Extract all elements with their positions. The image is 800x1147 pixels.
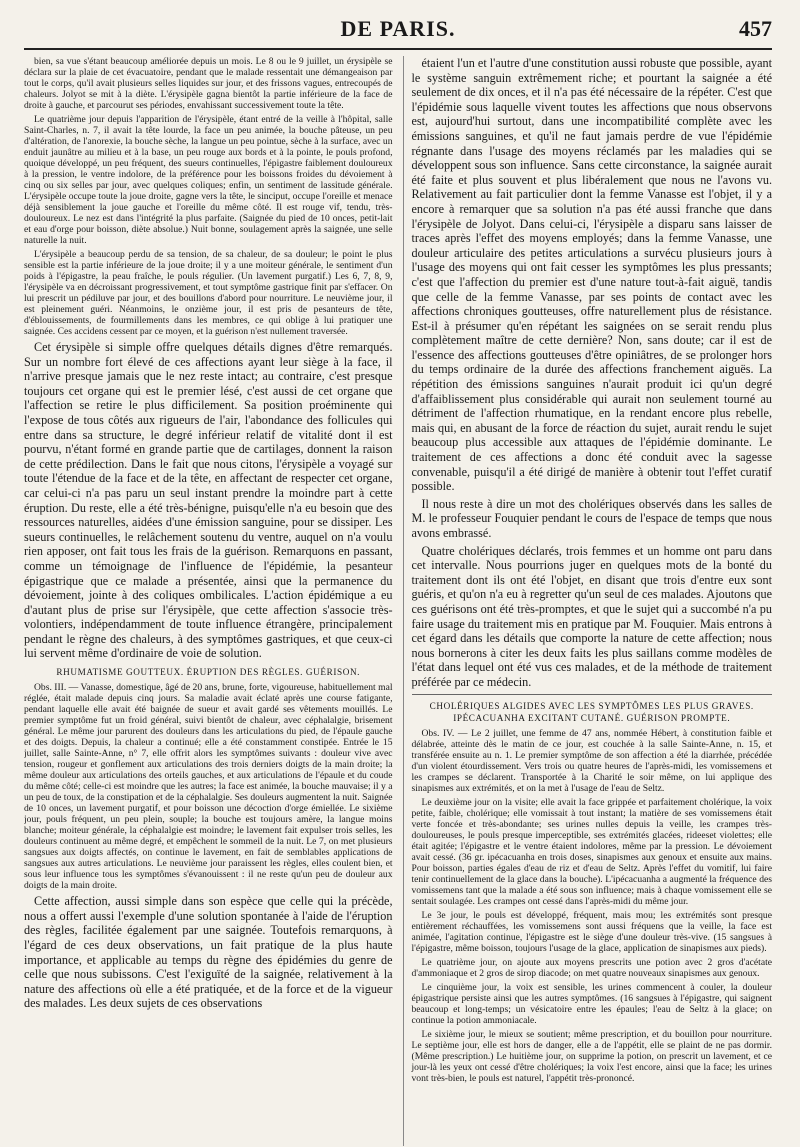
page-number: 457 <box>739 16 772 41</box>
right-column <box>403 56 773 1146</box>
paragraph: Obs. III. — Vanasse, domestique, âgé de 20 ans, brune, forte, vigoureuse, habituellement mal réglée, était malade depuis cinq jours. Sa maladie avait éclaté après une course fatigante, pendant laquelle elle avait été baignée de sueur et avait gardé ses vêtements mouillés. Le premier symptôme fut un froid général, suivi bientôt de chaleur, avec céphalalgie, brisement général. Le même jour parurent des douleurs dans les articulations du pied, de l'épaule gauche et des doigts. Depuis, la chaleur a continué; elle a été constamment constipée. Entrée le 15 juillet, salle Sainte-Anne, n° 7, elle offrit alors les symptômes suivants : douleur vive avec tension, rougeur et gonflement aux articulations des trois derniers doigts de la main droite; la même douleur aux articulations des orteils gauches, et aux articulations de l'épaule et du coude du même côté; celle-ci est moindre que les autres; la face est animée, la bouche mauvaise; il y a un peu de toux, de la constipation et de la céphalalgie. Ses douleurs augmentent la nuit. Saignée de 10 onces, un lavement purgatif, et pour boisson une décoction d'orge émiellée. Le sixième jour, pouls fréquent, un peu plein, souple; la bouche est toujours amère, la langue moins blanche; moiteur générale, la céphalalgie est moindre; le lavement fait expulser trois selles, les douleurs continuent au même degré, et empêchent le sommeil de la nuit. Le 7, on met plusieurs sangsues aux doigts affectés, on continue le lavement, en fait de semblables applications de sangsues aux autres articulations. Le neuvième jour paraissent les règles, elles coulent bien, et sous leur influence tous les symptômes s'évanouissent : il ne reste qu'un peu de douleur aux doigts de la main droite. <box>24 682 393 892</box>
paragraph: Il nous reste à dire un mot des cholériques observés dans les salles de M. le professeur Fouquier pendant le cours de l'espace de temps que nous avons embrassé. <box>411 496 772 540</box>
running-title: DE PARIS. <box>340 16 456 41</box>
paragraph: Le 3e jour, le pouls est développé, fréquent, mais mou; les extrémités sont presque entièrement réchauffées, les vomissemens sont aussi fréquens que la veille, la face est animée, l'agitation continue, l'épigastre est le siège d'une douleur très-vive. (15 sangsues à l'épigastre, même boisson, toujours l'usage de la glace, application de sinapismes aux pieds). <box>411 909 772 954</box>
paragraph: L'érysipèle a beaucoup perdu de sa tension, de sa chaleur, de sa douleur; le point le plus sensible est la partie inférieure de la joue droite; il y a une moiteur générale, le sentiment d'un poids à l'épigastre, la peau fraîche, le pouls régulier. (Un lavement purgatif.) Les 6, 7, 8, 9, l'érysipèle va en décroissant progressivement, et tout symptôme gastrique finit par s'effacer. On lui prescrit un pédiluve par jour, et des bouillons d'abord pour nourriture. Le neuvième jour, il est pleinement guéri. Néanmoins, le onzième jour, il est pris de pesanteurs de tête, d'éblouissements, de fourmillements dans les membres, ce qui oblige à lui pratiquer une saignée. Ces accidens cessent par ce moyen, et la guérison n'est nullement traversée. <box>24 249 393 337</box>
paragraph: Le cinquième jour, la voix est sensible, les urines commencent à couler, la douleur épigastrique persiste ainsi que les autres symptômes. (16 sangsues à l'épigastre, qui saignent beaucoup et long-temps; un vésicatoire entre les épaules; l'eau de Seltz à la glace; on continue la potion ammoniacale. <box>411 981 772 1026</box>
paragraph: Cet érysipèle si simple offre quelques détails dignes d'être remarqués. Sur un nombre fort élevé de ces affections ayant leur siège à la face, il n'arrive presque jamais que le nez reste intact; au contraire, c'est presque toujours cet organe qui est le premier lésé, c'est aussi de cet organe que l'affection se retire le plus difficilement. Sa position proéminente qui l'expose de tous côtés aux rigueurs de l'air, l'abondance des follicules qui entre dans sa structure, le degré inférieur relatif de vitalité dont il est pourvu, n'étant formé en grande partie que de cartilages, donnent la raison de cette prédilection. Dans le fait que nous citons, l'érysipèle a voyagé sur toute l'étendue de la face et de la tête, en affectant de respecter cet organe, car celui-ci n'a pas paru un seul instant prendre la moindre part à cette éruption. Du reste, elle a été très-bénigne, puisqu'elle n'a eu besoin que des ressources naturelles, aidées d'une émission sanguine, pour se dissiper. Les sueurs continuelles, le relâchement soutenu du ventre, auquel on n'a voulu rien apposer, ont fait tous les frais de la guérison. Remarquons en passant, comme un témoignage de l'influence de l'épidémie, la pesanteur épigastrique que ce malade a présentée, ainsi que la permanence du dévoiement, jointe à des coliques ombilicales. L'action épidémique a eu d'autant plus de prise sur l'érysipèle, que cette affection s'associe très-volontiers, indépendamment de toute influence étrangère, principalement pendant le règne des chaleurs, à des symptômes gastriques, et que ceux-ci lui servent même d'ordinaire de voie de solution. <box>24 340 393 661</box>
paragraph: Quatre cholériques déclarés, trois femmes et un homme ont paru dans cet intervalle. Nous pourrions juger en quelques mots de la bonté du traitement dont ils ont été l'objet, en disant que trois d'entre eux sont guéris, et qu'on n'a eu à regretter qu'un seul de ces malades. Ajoutons que ces guérisons ont été très-promptes, et que le sujet qui a succombé n'a pu faire usage du traitement mis en pratique par M. Fouquier. Mais entrons à cet égard dans les détails que comporte la nature de cette affection; nous nous bornerons à citer les deux faits les plus saillans comme modèles de l'état dans lequel ont été vus ces malades, et de la méthode de traitement préférée par ce médecin. <box>411 543 772 689</box>
paragraph: Le deuxième jour on la visite; elle avait la face grippée et parfaitement cholérique, la voix petite, faible, cholérique; elle vomissait à tout instant; la matière de ses vomissemens était verte foncée et très-abondante; ses urines nulles depuis la veille, les crampes très-douloureuses, le pouls presque imperceptible, ses extrémités glacées, rideeset violettes; elle était agitée; l'épigastre et le ventre étaient indolores, même par la pression. Le dévoiement avait cessé. (36 gr. ipécacuanha en trois doses, sinapismes aux genoux et ensuite aux mains. Pour boisson, parties égales d'eau de riz et d'eau de Seltz. Après l'effet du vomitif, lui faire tenir continuellement de la glace dans la bouche). L'ipécacuanha a augmenté la fréquence des vomissemens tant que la malade a été sous son influence; mais à chaque vomissement elle se sentait soulagée. Les crampes ont cessé dans l'après-midi du même jour. <box>411 796 772 907</box>
paragraph: Le sixième jour, le mieux se soutient; même prescription, et du bouillon pour nourriture. Le septième jour, elle est hors de danger, elle a de l'appétit, elle se plaint de ne pas dormir. (Même prescription.) Le huitième jour, on supprime la potion, on prescrit un lavement, et ce jour-là les yeux ont cessé d'être cholériques; la voix l'est encore, ainsi que la face; les urines vont très-bien, le pouls est naturel, l'appétit très-prononcé. <box>411 1028 772 1084</box>
page-header <box>24 14 772 50</box>
paragraph: bien, sa vue s'étant beaucoup améliorée depuis un mois. Le 8 ou le 9 juillet, un érysipèle se déclara sur la plaie de cet évacuatoire, pendant que le malade ressentait une démangeaison par tout le corps, qu'il avait plusieurs selles liquides sur jour, et des frissons vagues, entrecoupés de chaleurs. Jolyot se mit à la diète. L'érysipèle gagna bientôt la partie inférieure de la face de droite à gauche, et parcourut ses périodes, envahissant successivement toute la tête. <box>24 56 393 111</box>
left-column <box>24 56 393 1146</box>
section-heading: CHOLÉRIQUES ALGIDES AVEC LES SYMPTÔMES LES PLUS GRAVES. IPÉCACUANHA EXCITANT CUTANÉ. GUÉRISON PROMPTE. <box>429 700 754 723</box>
section-heading: RHUMATISME GOUTTEUX. ÉRUPTION DES RÈGLES. GUÉRISON. <box>56 667 361 678</box>
columns <box>24 56 772 1146</box>
paragraph: Le quatrième jour, on ajoute aux moyens prescrits une potion avec 2 gros d'acétate d'ammoniaque et 2 gros de sirop diacode; on met quatre nouveaux sinapismes aux genoux. <box>411 956 772 979</box>
paragraph: Le quatrième jour depuis l'apparition de l'érysipèle, étant entré de la veille à l'hôpital, salle Saint-Charles, n. 7, il avait la tête lourde, la face un peu animée, la bouche pâteuse, un peu d'altération, de l'anorexie, la bouche sèche, la langue un peu pointue, sèche à la surface, avec un enduit jaunâtre au milieu et à la base, un peu rouge aux bords et à la pointe, le pouls profond, quoique développé, un peu fréquent, des sueurs continuelles, l'épigastre faiblement douloureux à la pression, le ventre indolore, de la préférence pour les boissons froides du dévoiement à cinq ou six selles par jour, avec quelques coliques; enfin, un sentiment de lassitude générale. L'érysipèle occupe toute la joue droite, gagne vers la tête, le sinciput, occupe l'oreille et menace déjà sensiblement la joue gauche et l'oreille du même côté. Il est rouge vif, tendu, très-douloureux. Le nez est dans l'intégrité la plus parfaite. (Saignée du pied de 10 onces, petit-lait et eau d'orge pour boisson, diète absolue.) Nuit bonne, soulagement après la saignée, une selle naturelle la nuit. <box>24 114 393 246</box>
paragraph: étaient l'un et l'autre d'une constitution aussi robuste que possible, ayant le système sanguin extrêmement riche; et pourtant la saignée a été seulement de dix onces, et il n'a pas été nécessaire de la répéter. C'est que l'épidémie sous laquelle vivent toutes les affections que nous observons est, aujourd'hui surtout, dans une incompatibilité complète avec les émissions sanguines, et qu'il ne faut jamais perdre de vue l'épidémie régnante dans l'usage des moyens réclamés par les maladies qui se développent sous son influence. Sans cette circonstance, la saignée aurait été faite et plus souvent et plus libéralement que nous ne l'avons vu. Relativement au fait particulier dont la femme Vanasse est l'objet, il y a encore à remarquer que sa solution n'a pas été aussi franche que dans l'érysipèle de Jolyot. Dans celui-ci, l'érysipèle a disparu sans laisser de traces après l'effet des moyens employés; dans la femme Vanasse, une douleur articulaire des petites articulations a survécu plusieurs jours à l'usage des moyens qui ont fait cesser les symptômes les plus pressants; c'est que l'affection du premier est d'une nature tout-à-fait aiguë, tandis que celle de la femme Vanasse, par ses points de contact avec les affections chroniques goutteuses, offre naturellement plus de résistance. Est-il à présumer qu'en répétant les saignées on se serait rendu plus complètement maître de cette dernière? Non, sans doute; car il est de l'essence des affections goutteuses d'être opiniâtres, de se prolonger hors du temps ordinaire de la durée des affections franchement aiguës. La répétition des émissions sanguines n'aurait produit ici qu'un degré d'affaiblissement plus considérable qui aurait non seulement tourné au détriment de l'affection rhumatique, en la rendant encore plus rebelle, mais qui, en abusant de la force de réaction du sujet, aurait rendu le sujet beaucoup plus accessible aux attaques de l'épidémie dominante. Le traitement de ces affections a donc été conduit avec la sagesse convenable, puisqu'il a été dirigé de manière à obtenir tout l'effet curatif possible. <box>411 56 772 494</box>
divider <box>412 694 773 695</box>
paragraph: Obs. IV. — Le 2 juillet, une femme de 47 ans, nommée Hébert, à constitution faible et délabrée, atteinte dès le matin de ce jour, est couchée à la salle Sainte-Anne, n. 15, et transférée ensuite au n. 1. Le premier symptôme de son affection a été la diarrhée, précédée d'un violent étourdissement. Vers trois ou quatre heures de l'après-midi, les vomissemens et les crampes se déclarent. Transportée à la Charité le soir même, on lui applique des sinapismes aux extrémités, et on la met à l'usage de l'eau de Seltz. <box>411 727 772 794</box>
paragraph: Cette affection, aussi simple dans son espèce que celle qui la précède, nous a offert aussi l'exemple d'une solution spontanée à l'aide de l'éruption des règles, facilitée également par une saignée. Toutefois remarquons, à l'égard de ces deux observations, un fait pratique de la plus haute importance, et applicable au temps du règne des épidémies du genre de celle que nous subissons. C'est l'exiguïté de la saignée, relativement à la nature des affections où elle a été pratiquée, et de la force et de la vigueur des malades. Les deux sujets de ces observations <box>24 894 393 1011</box>
